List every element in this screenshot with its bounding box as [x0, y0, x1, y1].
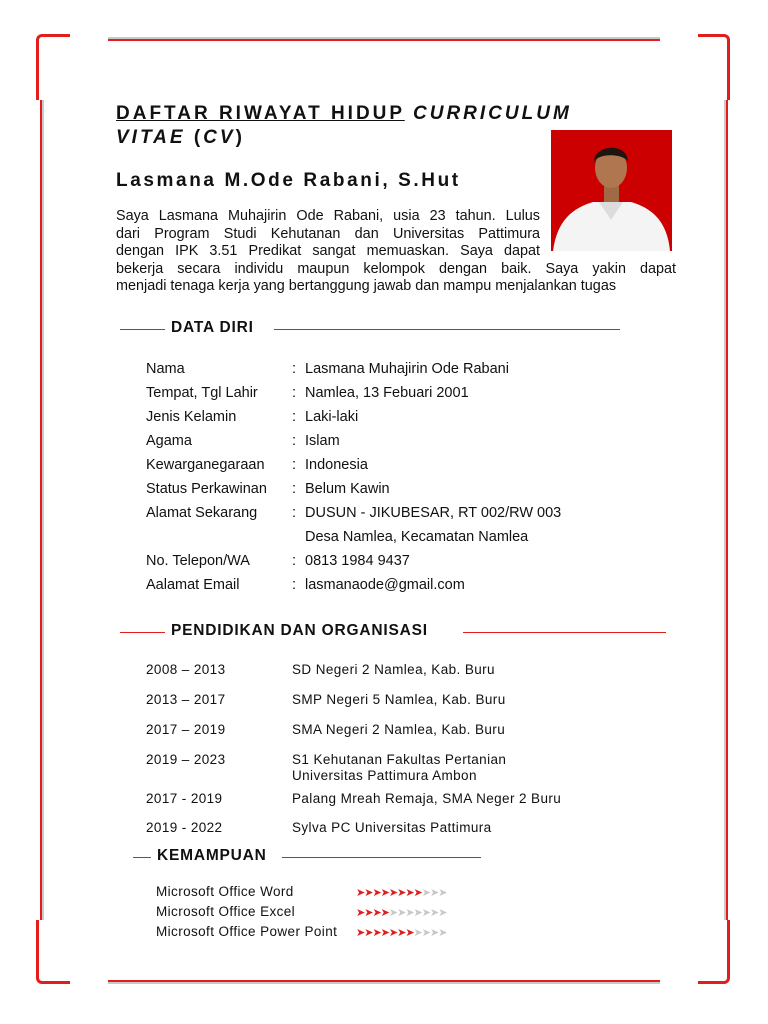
education-place: S1 Kehutanan Fakultas Pertanian — [292, 752, 507, 767]
skill-name: Microsoft Office Excel — [156, 904, 296, 919]
field-value: Belum Kawin — [305, 481, 390, 497]
field-colon: : — [292, 553, 297, 569]
field-colon: : — [292, 457, 297, 473]
education-years: 2019 – 2023 — [146, 752, 226, 767]
skill-rating — [356, 906, 446, 919]
rating-arrow-icon: ➤ — [364, 907, 373, 919]
rating-arrow-icon: ➤ — [413, 887, 422, 899]
education-place: SD Negeri 2 Namlea, Kab. Buru — [292, 662, 495, 677]
field-label: Alamat Sekarang — [146, 505, 258, 521]
rating-arrow-icon: ➤ — [438, 887, 447, 899]
section-divider — [120, 632, 165, 633]
person-name: Lasmana M.Ode Rabani, S.Hut — [116, 170, 461, 191]
rating-arrow-icon: ➤ — [372, 907, 381, 919]
field-colon: : — [292, 577, 297, 593]
field-colon: : — [292, 433, 297, 449]
rating-arrow-icon: ➤ — [429, 927, 439, 939]
rating-arrow-icon: ➤ — [380, 887, 389, 899]
rating-arrow-icon: ➤ — [356, 907, 365, 919]
rating-arrow-icon: ➤ — [364, 887, 373, 899]
education-place: SMA Negeri 2 Namlea, Kab. Buru — [292, 722, 506, 737]
section-divider — [274, 329, 620, 330]
section-divider — [120, 329, 165, 330]
field-label: Kewarganegaraan — [146, 457, 265, 473]
field-label: Aalamat Email — [146, 577, 240, 593]
skill-rating — [356, 886, 446, 899]
section-title: DATA DIRI — [171, 319, 254, 336]
skill-rating — [356, 926, 446, 939]
field-colon: : — [292, 505, 297, 521]
rating-arrow-icon: ➤ — [388, 927, 398, 939]
field-label: Agama — [146, 433, 192, 449]
field-value: DUSUN - JIKUBESAR, RT 002/RW 003 — [305, 505, 562, 521]
field-value: Laki-laki — [305, 409, 359, 425]
field-label: Tempat, Tgl Lahir — [146, 385, 258, 401]
rating-arrow-icon: ➤ — [372, 887, 381, 899]
rating-arrow-icon: ➤ — [405, 927, 414, 939]
rating-arrow-icon: ➤ — [397, 907, 406, 919]
section-title: KEMAMPUAN — [157, 847, 267, 864]
field-label: No. Telepon/WA — [146, 553, 250, 569]
rating-arrow-icon: ➤ — [405, 887, 414, 899]
rating-arrow-icon: ➤ — [380, 907, 389, 919]
profile-summary: Saya Lasmana Muhajirin Ode Rabani, usia 23 tahun. Lulus dari Program Studi Kehutanan dan Universitas Pattimura dengan IPK 3.51 Predikat sangat memuaskan. Saya dapat bekerja secara individu maupun kelompok dengan baik. Saya yakin dapat menjadi tenaga kerja yang bertanggung jawab dan mampu menjalankan tugas — [116, 208, 676, 294]
section-divider — [133, 857, 151, 858]
field-colon: : — [292, 361, 297, 377]
section-title: PENDIDIKAN DAN ORGANISASI — [171, 622, 428, 639]
field-value: Indonesia — [305, 457, 368, 473]
frame-line-top — [108, 37, 660, 41]
field-label: Status Perkawinan — [146, 481, 267, 497]
rating-arrow-icon: ➤ — [429, 907, 439, 919]
field-colon: : — [292, 385, 297, 401]
rating-arrow-icon: ➤ — [413, 907, 422, 919]
rating-arrow-icon: ➤ — [413, 927, 422, 939]
document-title: DAFTAR RIWAYAT HIDUP CURRICULUM VITAE (CV) — [116, 103, 572, 148]
field-value: Islam — [305, 433, 340, 449]
rating-arrow-icon: ➤ — [364, 927, 373, 939]
organization-years: 2019 - 2022 — [146, 820, 223, 835]
skill-name: Microsoft Office Power Point — [156, 924, 338, 939]
field-value: lasmanaode@gmail.com — [305, 577, 465, 593]
rating-arrow-icon: ➤ — [397, 887, 406, 899]
organization-years: 2017 - 2019 — [146, 791, 223, 806]
rating-arrow-icon: ➤ — [380, 927, 389, 939]
frame-line-right — [724, 100, 728, 920]
education-place: SMP Negeri 5 Namlea, Kab. Buru — [292, 692, 506, 707]
field-value: Desa Namlea, Kecamatan Namlea — [305, 529, 529, 545]
frame-line-bottom — [108, 980, 660, 984]
field-label: Nama — [146, 361, 185, 377]
rating-arrow-icon: ➤ — [421, 907, 430, 919]
rating-arrow-icon: ➤ — [438, 907, 447, 919]
section-divider — [282, 857, 481, 858]
field-label: Jenis Kelamin — [146, 409, 237, 425]
field-value: 0813 1984 9437 — [305, 553, 410, 569]
rating-arrow-icon: ➤ — [388, 907, 398, 919]
field-colon: : — [292, 409, 297, 425]
rating-arrow-icon: ➤ — [405, 907, 414, 919]
education-place: Universitas Pattimura Ambon — [292, 768, 477, 783]
field-value: Lasmana Muhajirin Ode Rabani — [305, 361, 509, 377]
education-years: 2013 – 2017 — [146, 692, 226, 707]
rating-arrow-icon: ➤ — [356, 887, 365, 899]
organization-place: Palang Mreah Remaja, SMA Neger 2 Buru — [292, 791, 562, 806]
rating-arrow-icon: ➤ — [421, 927, 430, 939]
organization-place: Sylva PC Universitas Pattimura — [292, 820, 492, 835]
frame-line-left — [40, 100, 44, 920]
skill-name: Microsoft Office Word — [156, 884, 294, 899]
section-divider — [463, 632, 666, 633]
rating-arrow-icon: ➤ — [421, 887, 430, 899]
education-years: 2017 – 2019 — [146, 722, 226, 737]
field-colon: : — [292, 481, 297, 497]
rating-arrow-icon: ➤ — [356, 927, 365, 939]
rating-arrow-icon: ➤ — [429, 887, 439, 899]
education-years: 2008 – 2013 — [146, 662, 226, 677]
rating-arrow-icon: ➤ — [438, 927, 447, 939]
rating-arrow-icon: ➤ — [388, 887, 398, 899]
field-value: Namlea, 13 Febuari 2001 — [305, 385, 469, 401]
rating-arrow-icon: ➤ — [397, 927, 406, 939]
rating-arrow-icon: ➤ — [372, 927, 381, 939]
